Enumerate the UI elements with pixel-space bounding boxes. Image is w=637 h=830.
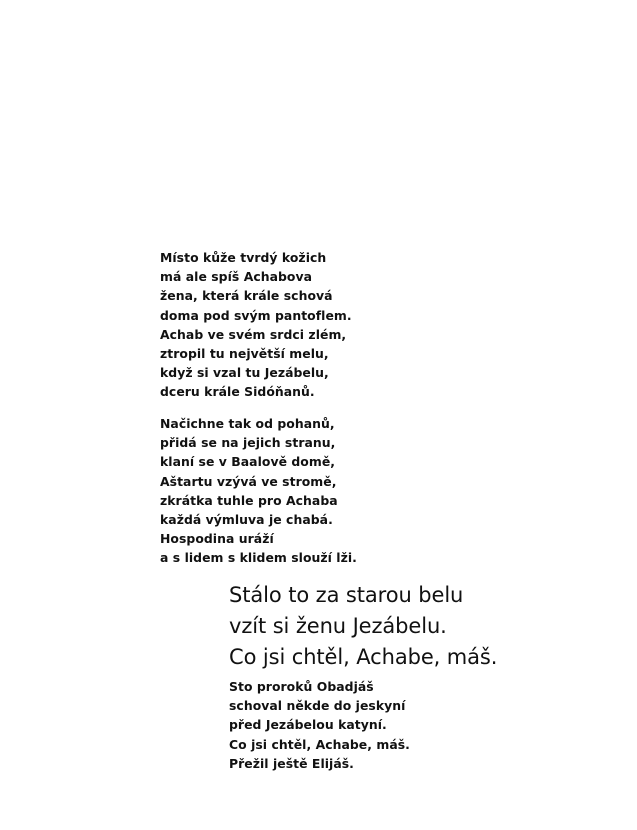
verse-line: schoval někde do jeskyní — [229, 698, 406, 714]
stanza-3 — [229, 677, 410, 773]
refrain-line: Co jsi chtěl, Achabe, máš. — [229, 645, 498, 669]
verse-line: a s lidem s klidem slouží lži. — [160, 550, 357, 566]
verse-line: zkrátka tuhle pro Achaba — [160, 492, 338, 508]
verse-line: před Jezábelou katyní. — [229, 717, 387, 733]
verse-line: když si vzal tu Jezábelu, — [160, 365, 329, 381]
verse-line: Co jsi chtěl, Achabe, máš. — [229, 736, 410, 752]
verse-line: každá výmluva je chabá. — [160, 512, 333, 528]
verse-line: Načichne tak od pohanů, — [160, 416, 335, 431]
verse-line: dceru krále Sidóňanů. — [160, 384, 315, 400]
refrain-line: vzít si ženu Jezábelu. — [229, 614, 447, 638]
stanza-2 — [160, 414, 357, 568]
verse-line: přidá se na jejich stranu, — [160, 435, 336, 451]
refrain-line: Stálo to za starou belu — [229, 583, 464, 607]
verse-line: žena, která krále schová — [160, 288, 333, 304]
verse-line: Aštartu vzývá ve stromě, — [160, 473, 337, 489]
verse-line: Hospodina uráží — [160, 531, 274, 547]
verse-line: Sto proroků Obadjáš — [229, 679, 374, 694]
verse-line: klaní se v Baalově domě, — [160, 454, 336, 470]
stanza-1 — [160, 248, 352, 402]
verse-line: doma pod svým pantoflem. — [160, 307, 352, 323]
refrain — [229, 580, 497, 673]
verse-line: ztropil tu největší melu, — [160, 346, 329, 362]
verse-line: Achab ve svém srdci zlém, — [160, 326, 347, 342]
verse-line: Přežil ještě Elijáš. — [229, 755, 354, 771]
verse-line: Místo kůže tvrdý kožich — [160, 250, 327, 265]
verse-line: má ale spíš Achabova — [160, 269, 313, 285]
